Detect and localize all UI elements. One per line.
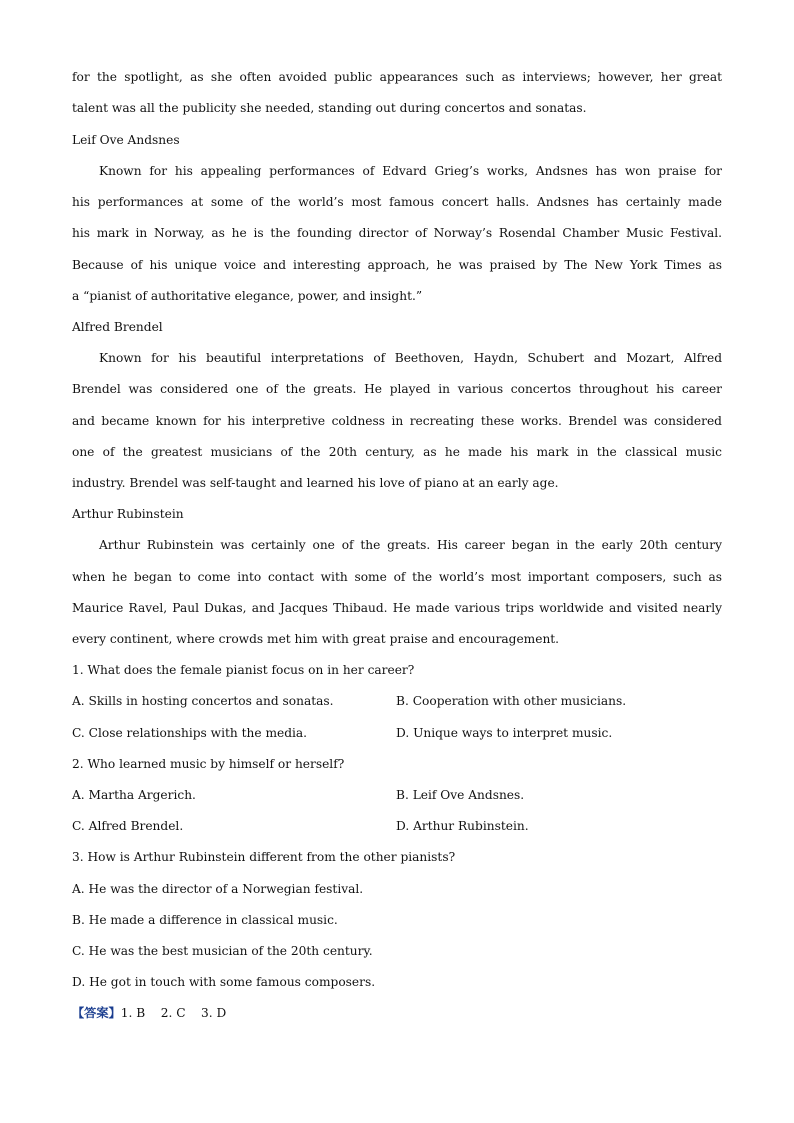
option-b: B. Cooperation with other musicians.: [396, 694, 627, 708]
option-d: D. Arthur Rubinstein.: [396, 819, 529, 833]
paragraph-line: a “pianist of authoritative elegance, power, and insight.”: [72, 289, 423, 303]
option-c: C. Close relationships with the media.: [72, 726, 308, 740]
answer-label: 【答案】: [72, 1006, 121, 1020]
option-row: [72, 787, 722, 803]
option-line: D. He got in touch with some famous composers.: [72, 975, 376, 989]
option-line: A. He was the director of a Norwegian festival.: [72, 882, 364, 896]
paragraph-line: Known for his beautiful interpretations of Beethoven, Haydn, Schubert and Mozart, Alfred: [99, 351, 722, 365]
section-heading-rubinstein: Arthur Rubinstein: [72, 507, 184, 521]
option-line: B. He made a difference in classical music.: [72, 913, 338, 927]
question-stem: 2. Who learned music by himself or herself?: [72, 757, 345, 771]
paragraph-line: industry. Brendel was self-taught and learned his love of piano at an early age.: [72, 476, 559, 490]
option-a: A. Martha Argerich.: [72, 788, 196, 802]
passage-intro-line: talent was all the publicity she needed, standing out during concertos and sonatas.: [72, 101, 587, 115]
section-heading-brendel: Alfred Brendel: [72, 320, 163, 334]
option-b: B. Leif Ove Andsnes.: [396, 788, 525, 802]
question-stem: 1. What does the female pianist focus on in her career?: [72, 663, 415, 677]
paragraph-line: Arthur Rubinstein was certainly one of the greats. His career began in the early 20th century: [99, 538, 722, 552]
passage-intro-line: for the spotlight, as she often avoided public appearances such as interviews; however, her great: [72, 70, 722, 84]
paragraph-line: one of the greatest musicians of the 20th century, as he made his mark in the classical music: [72, 445, 722, 459]
paragraph-line: every continent, where crowds met him with great praise and encouragement.: [72, 632, 560, 646]
option-row: [72, 693, 722, 709]
option-line: C. He was the best musician of the 20th century.: [72, 944, 373, 958]
option-row: [72, 725, 722, 741]
section-heading-andsnes: Leif Ove Andsnes: [72, 133, 180, 147]
paragraph-line: Known for his appealing performances of Edvard Grieg’s works, Andsnes has won praise for: [99, 164, 722, 178]
paragraph-line: his mark in Norway, as he is the founding director of Norway’s Rosendal Chamber Music Festival.: [72, 226, 722, 240]
option-c: C. Alfred Brendel.: [72, 819, 184, 833]
paragraph-line: and became known for his interpretive coldness in recreating these works. Brendel was considered: [72, 414, 722, 428]
answer-line: [72, 1005, 722, 1021]
paragraph-line: his performances at some of the world’s most famous concert halls. Andsnes has certainly made: [72, 195, 722, 209]
option-d: D. Unique ways to interpret music.: [396, 726, 613, 740]
paragraph-line: when he began to come into contact with some of the world’s most important composers, such as: [72, 570, 722, 584]
paragraph-line: Brendel was considered one of the greats. He played in various concertos throughout his career: [72, 382, 722, 396]
paragraph-line: Maurice Ravel, Paul Dukas, and Jacques Thibaud. He made various trips worldwide and visited nearly: [72, 601, 722, 615]
paragraph-line: Because of his unique voice and interesting approach, he was praised by The New York Times as: [72, 258, 722, 272]
question-stem: 3. How is Arthur Rubinstein different from the other pianists?: [72, 850, 456, 864]
option-row: [72, 818, 722, 834]
answer-values: 1. B 2. C 3. D: [120, 1006, 227, 1020]
option-a: A. Skills in hosting concertos and sonatas.: [72, 694, 334, 708]
